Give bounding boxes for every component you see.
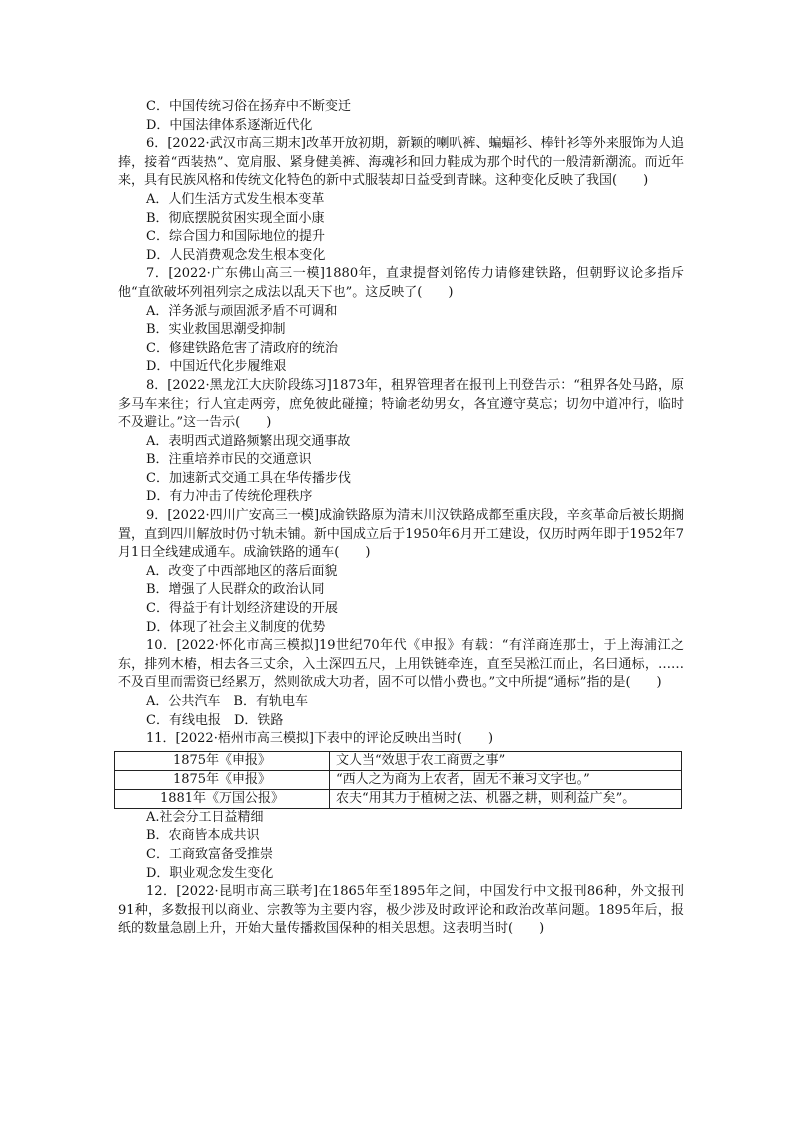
option-c[interactable]: C．得益于有计划经济建设的开展: [146, 601, 338, 617]
question-11: [118, 730, 684, 883]
option-b[interactable]: B．实业救国思潮受抑制: [146, 322, 286, 338]
table-cell-source: 1875年《申报》: [115, 770, 330, 789]
page-content: [118, 98, 684, 939]
question-stem: 8．[2022·黑龙江大庆阶段练习]1873年，租界管理者在报刊上刊登告示：“租界各处马路，原多马车来往；行人宜走两旁，庶免彼此碰撞；特谕老幼男女，各宜遵守莫忘；切勿中道冲行，临时不及避让。”这一告示( ): [118, 377, 684, 431]
comment-table: [114, 751, 682, 809]
table-cell-comment: 文人当“效思于农工商贾之事”: [330, 751, 682, 770]
option-a[interactable]: A．改变了中西部地区的落后面貌: [146, 563, 338, 579]
question-stem: 7．[2022·广东佛山高三一模]1880年，直隶提督刘铭传力请修建铁路，但朝野议论多指斥他“直欲破坏列祖列宗之成法以乱天下也”。这反映了( ): [118, 266, 684, 300]
table-cell-comment: “西人之为商为上农者，固无不兼习文字也。”: [330, 770, 682, 789]
table-cell-source: 1875年《申报》: [115, 751, 330, 770]
question-10: [118, 637, 684, 730]
option-c-d[interactable]: C．有线电报 D．铁路: [146, 712, 284, 728]
option-a[interactable]: A．洋务派与顽固派矛盾不可调和: [146, 303, 338, 319]
question-9: [118, 507, 684, 637]
option-a[interactable]: A．人们生活方式发生根本变革: [146, 191, 325, 207]
option-a-b[interactable]: A．公共汽车 B．有轨电车: [146, 694, 308, 709]
option-d[interactable]: D．体现了社会主义制度的优势: [146, 619, 326, 635]
table-cell-source: 1881年《万国公报》: [115, 789, 330, 808]
question-stem: 11．[2022·梧州市高三模拟]下表中的评论反映出当时( ): [146, 731, 494, 747]
option-c[interactable]: C．工商致富备受推崇: [146, 846, 273, 862]
question-12: [118, 883, 684, 939]
question-5-tail: [118, 98, 684, 135]
table-cell-comment: 农夫“用其力于植树之法、机器之耕，则利益广矣”。: [330, 789, 682, 808]
question-stem: 9．[2022·四川广安高三一模]成渝铁路原为清末川汉铁路成都至重庆段，辛亥革命后被长期搁置，直到四川解放时仍寸轨未铺。新中国成立后于1950年6月开工建设，仅历时两年即于1952年7月1日全线建成通车。成渝铁路的通车( ): [118, 508, 684, 561]
question-stem: 6．[2022·武汉市高三期末]改革开放初期，新颖的喇叭裤、蝙蝠衫、棒针衫等外来服饰为人追捧，接着“西装热”、宽肩服、紧身健美裤、海魂衫和回力鞋成为那个时代的一般清新潮流。而近年来，具有民族风格和传统文化特色的新中式服装却日益受到青睐。这种变化反映了我国( ): [118, 136, 684, 189]
option-b[interactable]: B．增强了人民群众的政治认同: [146, 582, 325, 598]
question-8: [118, 377, 684, 507]
question-stem: 12．[2022·昆明市高三联考]在1865年至1895年之间，中国发行中文报刊86种，外文报刊91种，多数报刊以商业、宗教等为主要内容，极少涉及时政评论和政治改革问题。1895年后，报纸的数量急剧上升，开始大量传播救国保种的相关思想。这表明当时( ): [118, 884, 684, 937]
option-b[interactable]: B．注重培养市民的交通意识: [146, 452, 312, 468]
table-row: [115, 751, 682, 770]
question-6: [118, 135, 684, 265]
option-a[interactable]: A．表明西式道路频繁出现交通事故: [146, 433, 351, 449]
option-b[interactable]: B．农商皆本成共识: [146, 828, 260, 844]
option-c[interactable]: C．加速新式交通工具在华传播步伐: [146, 470, 351, 486]
question-stem: 10．[2022·怀化市高三模拟]19世纪70年代《申报》有载：“有洋商连那士，于上海浦江之东，排列木樁，相去各三丈余，入土深四五尺，上用铁链牵连，直至吴淞江而止，名曰通标，……不及百里而需资已经累万，然则欲成大功者，固不可以惜小费也。”文中所提“通标”指的是( ): [118, 638, 684, 691]
option-c[interactable]: C．中国传统习俗在扬弃中不断变迁: [146, 99, 351, 114]
option-c[interactable]: C．修建铁路危害了清政府的统治: [146, 340, 338, 356]
table-row: [115, 770, 682, 789]
table-row: [115, 789, 682, 808]
option-b[interactable]: B．彻底摆脱贫困实现全面小康: [146, 210, 325, 226]
option-c[interactable]: C．综合国力和国际地位的提升: [146, 229, 325, 245]
option-d[interactable]: D．有力冲击了传统伦理秩序: [146, 489, 313, 505]
option-d[interactable]: D．职业观念发生变化: [146, 865, 274, 881]
option-d[interactable]: D．中国近代化步履维艰: [146, 359, 287, 375]
option-a[interactable]: A.社会分工日益精细: [146, 809, 264, 825]
option-d[interactable]: D．人民消费观念发生根本变化: [146, 247, 326, 263]
question-7: [118, 265, 684, 377]
option-d[interactable]: D．中国法律体系逐渐近代化: [146, 117, 313, 133]
